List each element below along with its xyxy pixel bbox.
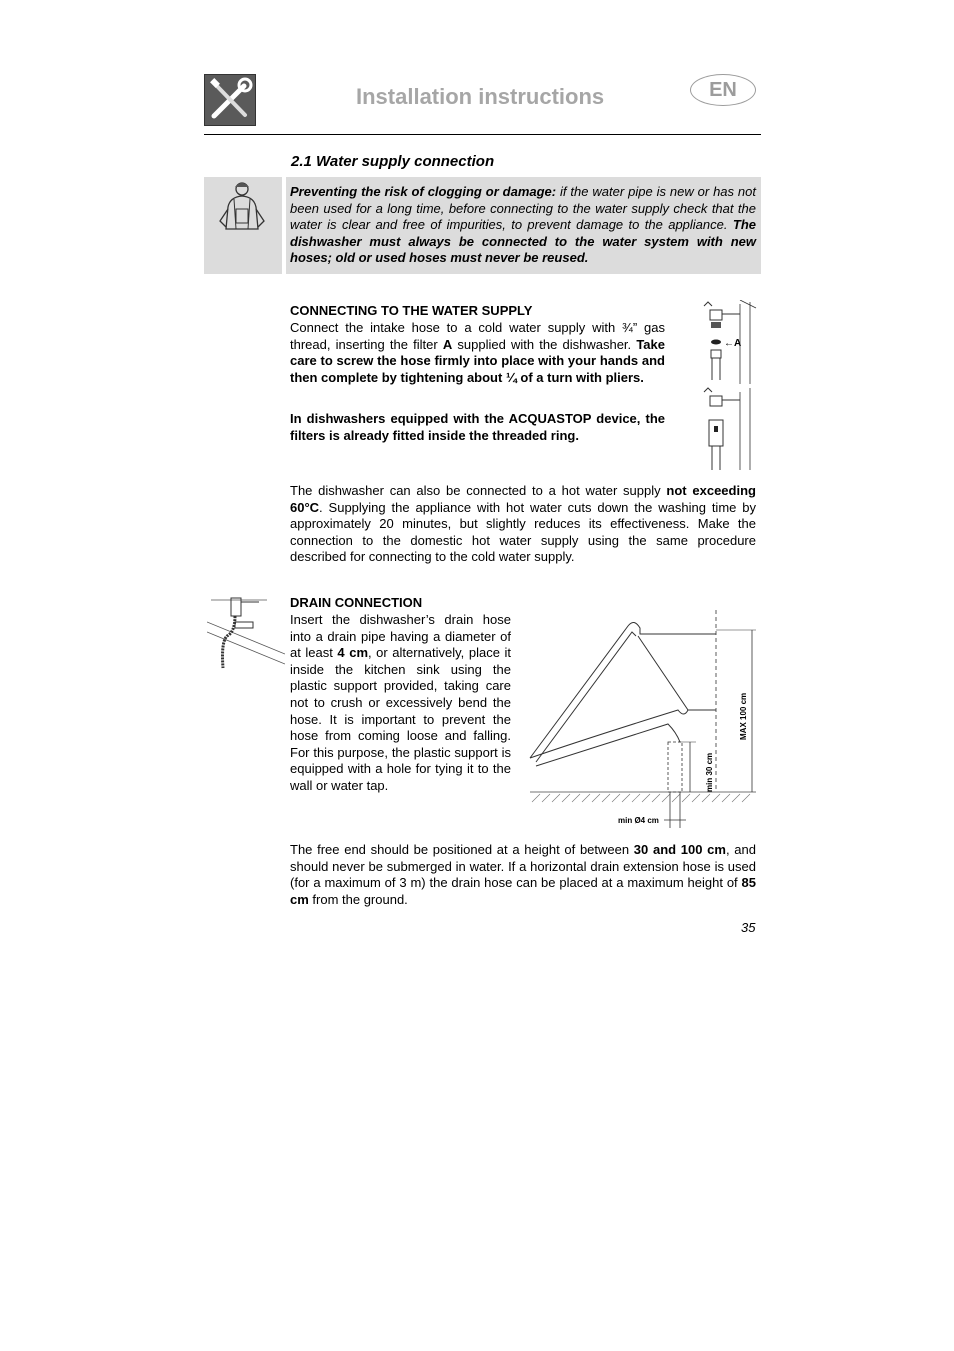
language-badge: EN [690,74,756,106]
free-end-bold-range: 30 and 100 cm [633,842,726,857]
drain-text-a: Insert the dishwasher’s drain hose into a drain pipe having a diameter of at least [290,612,511,661]
drain-heading: DRAIN CONNECTION [290,595,423,610]
max-height-label: MAX 100 cm [739,692,748,740]
hot-water-text-b: . Supplying the appliance with hot water cuts down the washing time by approximately 20 minutes, but slightly reduces its effectiveness. Make the connection to the domestic hot water supply using the same procedure described for connecting to the cold water supply. [290,499,756,565]
water-supply-paragraph [290,320,665,386]
filter-arrow-label: ←A [724,338,742,349]
warning-text [290,184,756,267]
section-title: 2.1 Water supply connection [291,153,495,170]
warning-body: if the water pipe is new or has not been used for a long time, before connecting to the water supply check that the water is clear and free of impurities, to prevent damage to the appliance. [290,184,757,233]
warning-emphasis: The dishwasher must always be connected to the water system with new hoses; old or used hoses must never be reused. [290,217,756,266]
min-diameter-label: min Ø4 cm [618,816,659,825]
tap-filter-figure [678,300,758,472]
header-divider [204,134,761,135]
free-end-text-a: The free end should be positioned at a height of between [290,842,634,857]
page-number: 35 [741,920,756,935]
free-end-bold-max: 85 cm [290,875,756,907]
drain-height-diagram [528,606,758,830]
hot-water-bold: not exceeding 60°C [290,483,756,515]
water-supply-bold: Take care to screw the hose firmly into place with your hands and then complete by tightening about ¼ of a turn with pliers. [290,336,665,385]
warning-icon-panel [204,177,282,274]
free-end-text-b: , and should never be submerged in water. If a horizontal drain extension hose is used (for a maximum of 3 m) the drain hose can be placed at a maximum height of [290,842,756,891]
hot-water-paragraph [290,483,756,566]
water-supply-text-b: supplied with the dishwasher. [452,336,637,352]
min-height-label: min 30 cm [705,752,714,792]
drain-bold: 4 cm [337,645,368,661]
hot-water-text-a: The dishwasher can also be connected to a hot water supply [290,483,667,498]
tools-icon [204,74,256,126]
page-title: Installation instructions [356,84,605,109]
filter-label: A [442,336,453,352]
free-end-text-c: from the ground. [308,891,408,907]
free-end-paragraph [290,842,756,908]
acquastop-note: In dishwashers equipped with the ACQUASTOP device, the filters is already fitted inside the threaded ring. [290,411,665,443]
water-supply-text-a: Connect the intake hose to a cold water supply with ¾” gas thread, inserting the filter [290,320,665,352]
warning-lead: Preventing the risk of clogging or damage: [290,184,557,199]
drain-text-b: , or alternatively, place it inside the kitchen sink using the plastic support provided, taking care not to crush or excessively bend the hose. It is important to prevent the hose from coming loose and falling. For this purpose, the plastic support is equipped with a hole for tying it to the wall or water tap. [290,645,511,793]
drain-hose-icon [207,592,285,674]
water-supply-heading: CONNECTING TO THE WATER SUPPLY [290,303,533,318]
technician-icon [204,177,282,274]
drain-paragraph [290,612,511,795]
